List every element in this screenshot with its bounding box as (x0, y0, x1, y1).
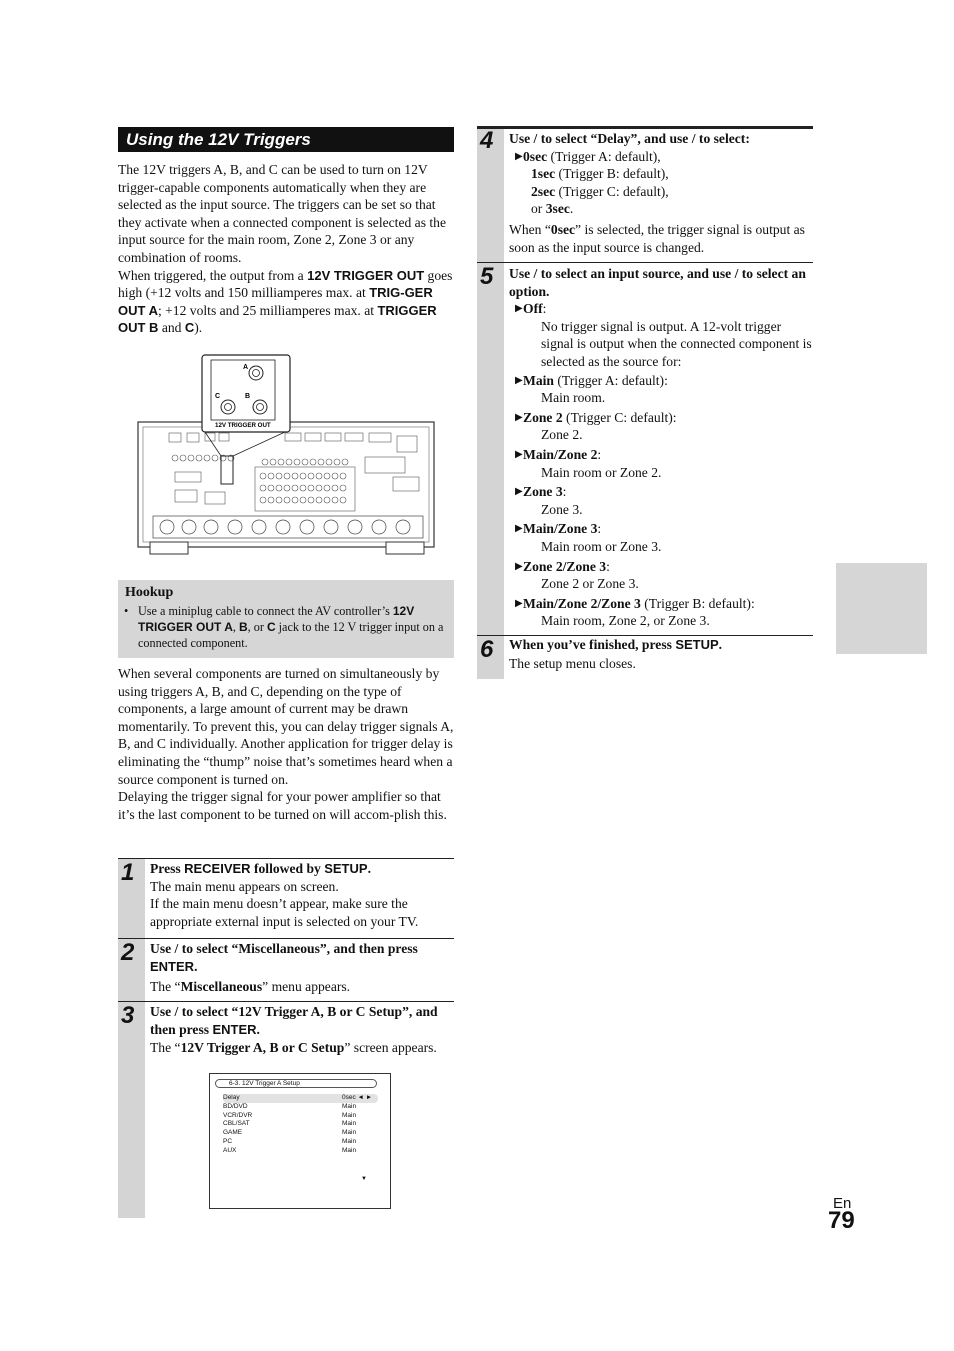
step-4-heading: Use / to select “Delay”, and use / to select: (509, 131, 750, 146)
hookup-title: Hookup (125, 585, 174, 600)
step-6-line-1: The setup menu closes. (509, 655, 636, 671)
delay-option: 1sec (Trigger B: default), (531, 166, 669, 182)
bullet: • (124, 604, 129, 618)
step-number: 4 (480, 127, 494, 154)
trigger-option: ▶ Main/Zone 2: (515, 446, 602, 462)
step-4-note: When “0sec” is selected, the trigger signal is output as soon as the input source is changed. (509, 221, 805, 255)
screen-row: CBL/SAT Main (223, 1120, 357, 1128)
trigger-option: ▶ Zone 2 (Trigger C: default): (515, 409, 677, 425)
step-3-line-1: The “12V Trigger A, B or C Setup” screen appears. (150, 1040, 437, 1056)
trigger-option-desc: Zone 3. (541, 501, 583, 517)
step-4 (477, 126, 813, 262)
delay-option: or 3sec. (531, 201, 574, 217)
trigger-option: ▶ Off: (515, 301, 547, 317)
page-language: En (833, 1195, 852, 1212)
screen-row: PC Main (223, 1137, 357, 1145)
screen-row: VCR/DVR Main (223, 1111, 357, 1119)
step-1-heading: Press RECEIVER followed by SETUP. (150, 861, 371, 876)
trigger-b-label: B (245, 393, 251, 400)
step-number: 6 (480, 636, 494, 663)
arrow-right-icon: ▶ (515, 411, 523, 423)
screen-row: GAME Main (223, 1129, 357, 1137)
setup-screen (209, 1073, 391, 1209)
arrow-right-icon: ▶ (515, 486, 523, 498)
trigger-option-desc: Main room or Zone 2. (541, 464, 662, 480)
trigger-option: ▶ Main/Zone 3: (515, 521, 602, 537)
step-1-line-1: The main menu appears on screen. (150, 878, 339, 894)
section-title: Using the 12V Triggers (118, 127, 454, 152)
intro-paragraph-2: When triggered, the output from a 12V TRIGGER OUT goes high (+12 volts and 150 milliamperes max. at TRIG-GER OUT A; +12 volts and 25 milliamperes max. at TRIGGER OUT B and C). (118, 267, 453, 336)
screen-row: BD/DVD Main (223, 1102, 357, 1110)
trigger-jack-label: 12V TRIGGER OUT (215, 422, 271, 429)
screen-rows (223, 1094, 378, 1156)
step-2 (118, 938, 454, 1001)
screen-row: Delay 0sec ◄ ► (223, 1094, 378, 1103)
trigger-option-desc: Main room. (541, 390, 606, 406)
arrow-right-icon: ▶ (515, 597, 523, 609)
arrow-right-icon: ▶ (515, 523, 523, 535)
trigger-option: ▶ Zone 3: (515, 484, 567, 500)
step-6-heading: When you’ve finished, press SETUP. (509, 637, 723, 652)
arrow-right-icon: ▶ (515, 374, 523, 386)
step-number: 3 (121, 1002, 135, 1029)
page-number: 79 (828, 1207, 855, 1234)
step-2-line-1: The “Miscellaneous” menu appears. (150, 979, 351, 995)
step-1 (118, 858, 454, 938)
arrow-right-icon: ▶ (515, 560, 523, 572)
trigger-option-desc: Zone 2. (541, 427, 583, 443)
step-5-heading: Use / to select an input source, and use / to select an option. (509, 266, 806, 299)
step-number: 5 (480, 263, 494, 290)
screen-row: AUX Main (223, 1146, 357, 1154)
arrow-right-icon: ▶ (515, 448, 523, 460)
trigger-option: ▶ Main/Zone 2/Zone 3 (Trigger B: default): (515, 595, 755, 611)
step-number: 2 (121, 939, 135, 966)
step-1-line-2: If the main menu doesn’t appear, make sure the appropriate external input is selected on your TV. (150, 896, 419, 929)
trigger-option: ▶ Main (Trigger A: default): (515, 372, 668, 388)
trigger-option-desc: Zone 2 or Zone 3. (541, 576, 639, 592)
delay-explanation (118, 665, 454, 823)
step-number: 1 (121, 859, 135, 886)
delay-option: ▶ 0sec (Trigger A: default), (515, 148, 661, 164)
arrow-right-icon: ▶ (515, 303, 523, 315)
trigger-a-label: A (243, 364, 249, 371)
step-3-heading: Use / to select “12V Trigger A, B or C Setup”, and then press ENTER. (150, 1004, 438, 1037)
chapter-tab (836, 563, 927, 654)
trigger-c-label: C (215, 393, 221, 400)
delay-option: 2sec (Trigger C: default), (531, 183, 669, 199)
delay-paragraph-2: Delaying the trigger signal for your power amplifier so that it’s the last component to be turned on will accom-plish this. (118, 789, 447, 822)
intro-text (118, 161, 454, 337)
step-2-heading: Use / to select “Miscellaneous”, and then press ENTER. (150, 941, 418, 974)
trigger-option-desc: No trigger signal is output. A 12-volt trigger signal is output when the connected component is selected as the source for: (541, 318, 812, 369)
hookup-box (118, 580, 454, 658)
scroll-down-icon: ▼ (361, 1176, 367, 1182)
intro-paragraph-1: The 12V triggers A, B, and C can be used to turn on 12V trigger-capable components automatically when they are selected as the input source. The triggers can be set so that they activate when a connected component is selected as the input source for the main room, Zone 2, Zone 3 or any combination of rooms. (118, 162, 447, 265)
trigger-option: ▶ Zone 2/Zone 3: (515, 558, 610, 574)
trigger-option-desc: Main room or Zone 3. (541, 538, 662, 554)
delay-paragraph-1: When several components are turned on simultaneously by using triggers A, B, and C, depending on the type of components, a large amount of current may be drawn momentarily. To prevent this, you can delay trigger signals A, B, and C individually. Another application for trigger delay is eliminating the “thump” noise that’s sometimes heard when a source component is turned on. (118, 666, 454, 787)
trigger-option-desc: Main room, Zone 2, or Zone 3. (541, 613, 710, 629)
step-5 (477, 262, 813, 635)
step-6 (477, 635, 813, 679)
hookup-text: • Use a miniplug cable to connect the AV controller’s 12V TRIGGER OUT A, B, or C jack to the 12 V trigger input on a connected component. (124, 604, 444, 650)
rear-panel-diagram (135, 352, 439, 560)
screen-title: 6-3. 12V Trigger A Setup (215, 1079, 377, 1088)
arrow-right-icon: ▶ (515, 150, 523, 162)
